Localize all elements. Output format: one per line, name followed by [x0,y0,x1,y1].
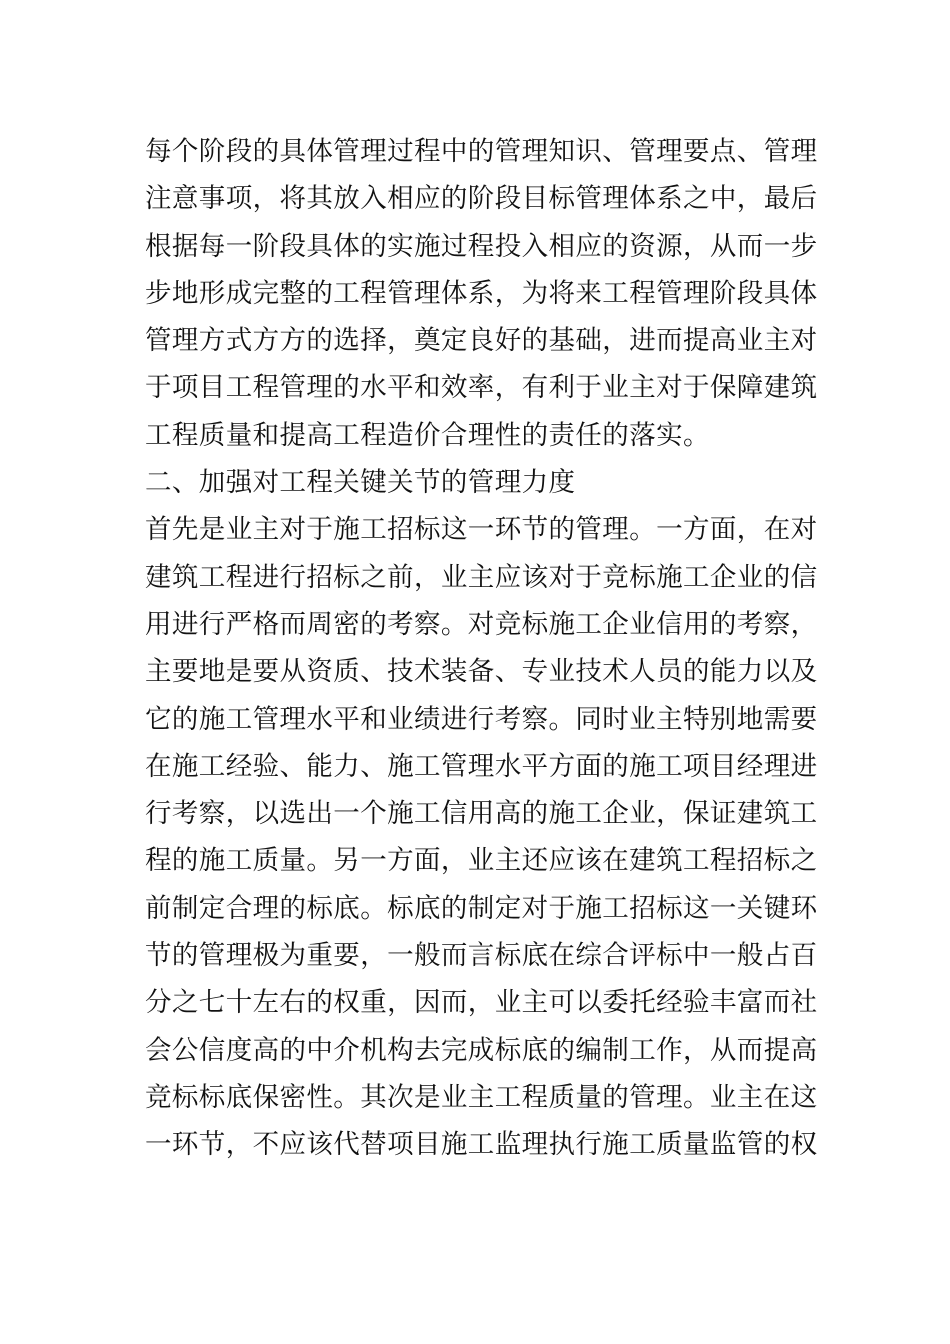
text-line-17: 前制定合理的标底。标底的制定对于施工招标这一关键环 [145,892,818,924]
text-line-20: 会公信度高的中介机构去完成标底的编制工作，从而提高 [145,1034,818,1066]
section-heading: 二、加强对工程关键关节的管理力度 [145,467,576,499]
text-line-7: 工程质量和提高工程造价合理性的责任的落实。 [145,419,710,451]
text-line-1: 每个阶段的具体管理过程中的管理知识、管理要点、管理 [145,136,818,167]
text-line-4: 步地形成完整的工程管理体系，为将来工程管理阶段具体 [145,277,818,309]
text-line-3: 根据每一阶段具体的实施过程投入相应的资源，从而一步 [145,230,818,262]
text-line-18: 节的管理极为重要，一般而言标底在综合评标中一般占百 [145,940,818,972]
text-line-2: 注意事项，将其放入相应的阶段目标管理体系之中，最后 [145,183,818,215]
text-line-16: 程的施工质量。另一方面，业主还应该在建筑工程招标之 [145,845,818,877]
text-line-14: 在施工经验、能力、施工管理水平方面的施工项目经理进 [145,750,818,782]
text-line-13: 它的施工管理水平和业绩进行考察。同时业主特别地需要 [145,703,818,735]
text-line-19: 分之七十左右的权重，因而，业主可以委托经验丰富而社 [145,987,818,1019]
text-line-5: 管理方式方方的选择，奠定良好的基础，进而提高业主对 [145,325,818,357]
text-line-21: 竞标标底保密性。其次是业主工程质量的管理。业主在这 [145,1081,818,1113]
text-line-9: 首先是业主对于施工招标这一环节的管理。一方面，在对 [145,514,818,546]
text-line-12: 主要地是要从资质、技术装备、专业技术人员的能力以及 [145,656,818,688]
text-line-15: 行考察，以选出一个施工信用高的施工企业，保证建筑工 [145,798,818,830]
text-line-22: 一环节，不应该代替项目施工监理执行施工质量监管的权 [145,1129,818,1161]
text-line-11: 用进行严格而周密的考察。对竞标施工企业信用的考察， [145,608,818,640]
body-text [145,128,818,1169]
text-line-10: 建筑工程进行招标之前，业主应该对于竞标施工企业的信 [145,561,818,593]
text-line-6: 于项目工程管理的水平和效率，有利于业主对于保障建筑 [145,372,818,404]
